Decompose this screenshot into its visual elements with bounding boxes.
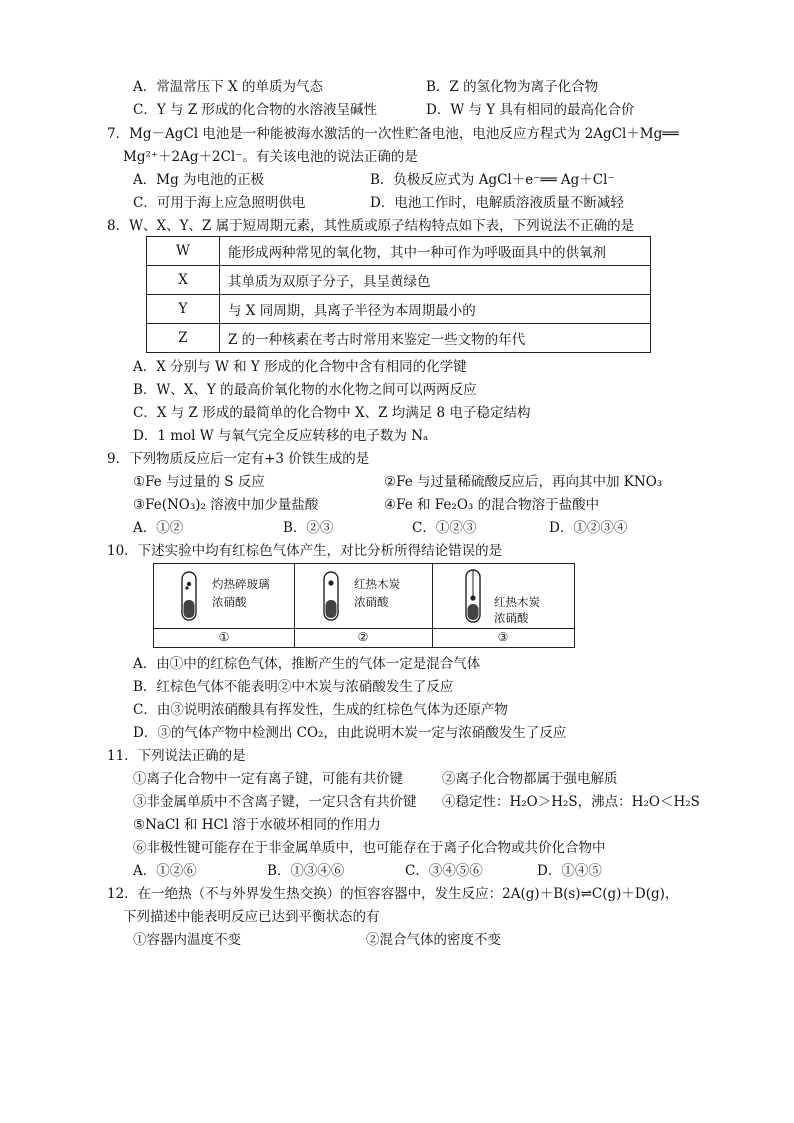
q11-option-c: C．③④⑤⑥ (405, 863, 483, 879)
experiment-1 (154, 564, 295, 647)
q11-option-d: D．①④⑤ (537, 863, 602, 879)
q10-option-c: C．由③说明浓硝酸具有挥发性，生成的红棕色气体为还原产物 (133, 702, 508, 718)
q11-item-3: ③非金属单质中不含离子键，一定只含有共价键 (133, 794, 417, 810)
test-tube-icon (176, 570, 206, 626)
experiment-1-number: ① (218, 630, 230, 644)
q8-stem: 8．W、X、Y、Z 属于短周期元素，其性质或原子结构特点如下表，下列说法不正确的是 (107, 218, 635, 234)
test-tube-icon (458, 568, 490, 626)
q7-option-a: A．Mg 为电池的正极 (133, 172, 265, 188)
q12-item-2: ②混合气体的密度不变 (366, 932, 501, 948)
element-description: 与 X 同周期，具离子半径为本周期最小的 (220, 295, 651, 324)
element-symbol: W (147, 237, 220, 266)
q7-stem-line1: 7．Mg－AgCl 电池是一种能被海水激活的一次性贮备电池，电池反应方程式为 2AgCl＋Mg══ (107, 126, 679, 142)
experiment-3 (432, 564, 574, 647)
q12-stem-line1: 12．在一绝热（不与外界发生热交换）的恒容容器中，发生反应：2A(g)＋B(s)⇌C(g)＋D(g)， (107, 886, 679, 902)
q9-item-3: ③Fe(NO₃)₂ 溶液中加少量盐酸 (133, 497, 319, 513)
experiment-2-top-label: 红热木炭 (354, 577, 400, 591)
q9-item-2: ②Fe 与过量稀硫酸反应后，再向其中加 KNO₃ (384, 474, 663, 490)
q9-option-a: A．①② (133, 520, 184, 536)
q8-option-c: C．X 与 Z 形成的最简单的化合物中 X、Z 均满足 8 电子稳定结构 (133, 405, 531, 421)
q8-option-b: B．W、X、Y 的最高价氧化物的水化物之间可以两两反应 (133, 382, 477, 398)
q10-stem: 10．下述实验中均有红棕色气体产生，对比分析所得结论错误的是 (107, 543, 503, 559)
experiment-3-number: ③ (497, 630, 509, 644)
element-symbol: X (147, 266, 220, 295)
experiment-2-number: ② (357, 630, 369, 644)
element-property-table (146, 236, 651, 353)
element-description: Z 的一种核素在考古时常用来鉴定一些文物的年代 (220, 324, 651, 353)
q11-stem: 11．下列说法正确的是 (107, 748, 246, 764)
q6-option-a: A．常温常压下 X 的单质为气态 (133, 79, 323, 95)
q7-option-d: D．电池工作时，电解质溶液质量不断减轻 (370, 195, 624, 211)
element-description: 能形成两种常见的氧化物，其中一种可作为呼吸面具中的供氧剂 (220, 237, 651, 266)
test-tube-icon (318, 570, 348, 626)
experiment-1-bottom-label: 浓硝酸 (212, 595, 247, 609)
q8-option-a: A．X 分别与 W 和 Y 形成的化合物中含有相同的化学键 (133, 359, 467, 375)
table-row (147, 266, 651, 295)
q6-option-c: C．Y 与 Z 形成的化合物的水溶液呈碱性 (133, 102, 377, 118)
table-row (147, 324, 651, 353)
q10-option-b: B．红棕色气体不能表明②中木炭与浓硝酸发生了反应 (133, 679, 454, 695)
experiment-2 (294, 564, 433, 647)
q11-item-1: ①离子化合物中一定有离子键，可能有共价键 (133, 771, 403, 787)
q9-option-c: C．①②③ (412, 520, 477, 536)
q7-option-b: B．负极反应式为 AgCl＋e⁻══ Ag＋Cl⁻ (370, 172, 615, 188)
q12-stem-line2: 下列描述中能表明反应已达到平衡状态的有 (123, 909, 380, 925)
q9-option-b: B．②③ (283, 520, 334, 536)
q11-option-b: B．①③④⑥ (267, 863, 345, 879)
table-row (147, 237, 651, 266)
q6-option-b: B．Z 的氢化物为离子化合物 (426, 79, 599, 95)
element-symbol: Z (147, 324, 220, 353)
q7-stem-line2: Mg²⁺＋2Ag＋2Cl⁻。有关该电池的说法正确的是 (123, 149, 418, 165)
q11-option-a: A．①②⑥ (133, 863, 197, 879)
q10-option-a: A．由①中的红棕色气体，推断产生的气体一定是混合气体 (133, 656, 481, 672)
q12-item-1: ①容器内温度不变 (133, 932, 241, 948)
q11-item-5: ⑤NaCl 和 HCl 溶于水破坏相同的作用力 (133, 817, 381, 833)
experiment-3-top-label: 红热木炭 (494, 595, 540, 609)
q7-option-c: C．可用于海上应急照明供电 (133, 195, 306, 211)
q11-item-2: ②离子化合物都属于强电解质 (442, 771, 618, 787)
q11-item-6: ⑥非极性键可能存在于非金属单质中，也可能存在于离子化合物或共价化合物中 (133, 840, 606, 856)
q11-item-4: ④稳定性：H₂O＞H₂S，沸点：H₂O＜H₂S (442, 794, 700, 810)
q9-item-1: ①Fe 与过量的 S 反应 (133, 474, 265, 490)
experiment-1-top-label: 灼热碎玻璃 (212, 577, 270, 591)
q10-option-d: D．③的气体产物中检测出 CO₂，由此说明木炭一定与浓硝酸发生了反应 (133, 725, 567, 741)
experiment-3-bottom-label: 浓硝酸 (494, 611, 529, 625)
q9-option-d: D．①②③④ (549, 520, 628, 536)
q9-stem: 9．下列物质反应后一定有+3 价铁生成的是 (107, 451, 370, 467)
experiment-2-bottom-label: 浓硝酸 (354, 595, 389, 609)
element-symbol: Y (147, 295, 220, 324)
table-row (147, 295, 651, 324)
q8-option-d: D．1 mol W 与氧气完全反应转移的电子数为 Nₐ (133, 428, 429, 444)
element-description: 其单质为双原子分子，具呈黄绿色 (220, 266, 651, 295)
q9-item-4: ④Fe 和 Fe₂O₃ 的混合物溶于盐酸中 (384, 497, 600, 513)
experiment-figure (153, 563, 575, 648)
q6-option-d: D．W 与 Y 具有相同的最高化合价 (426, 102, 635, 118)
